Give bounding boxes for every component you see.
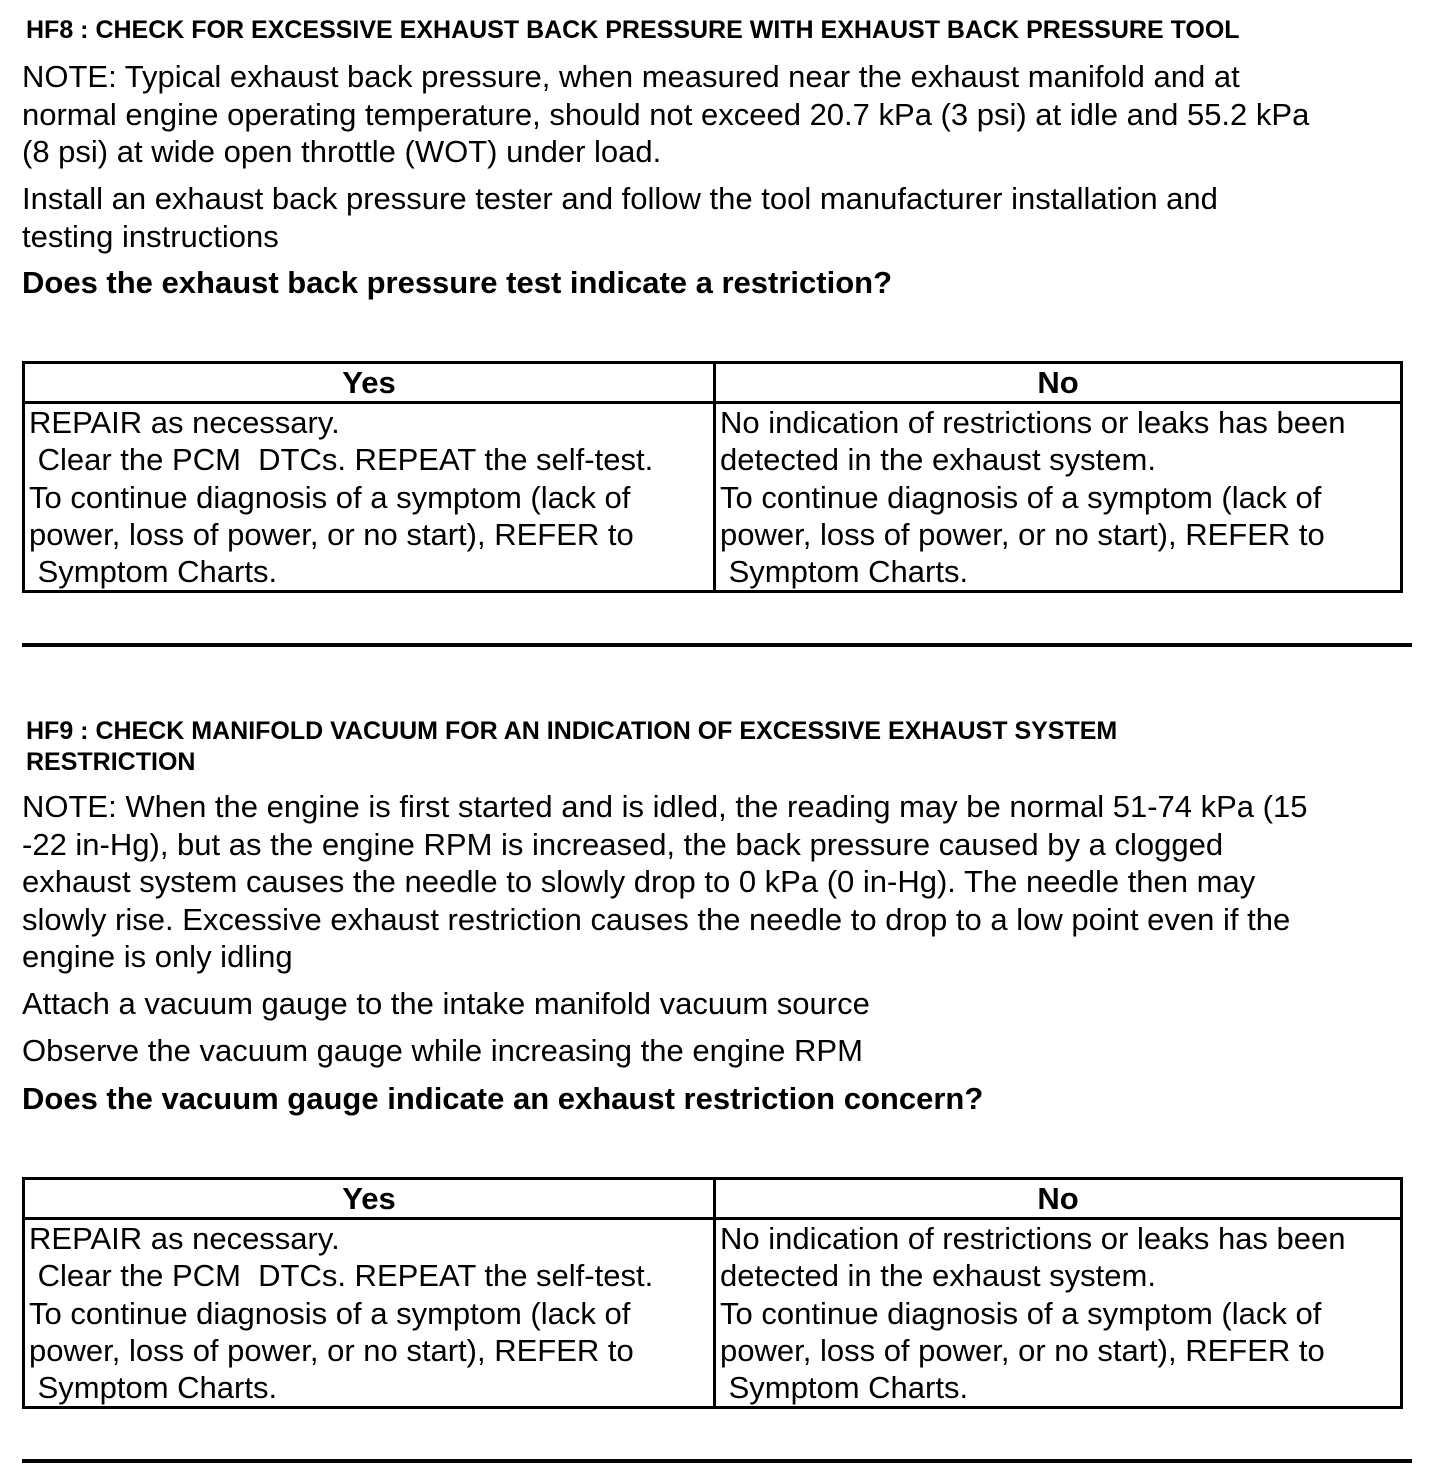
no-line: No indication of restrictions or leaks has been xyxy=(720,1221,1346,1256)
no-header: No xyxy=(715,363,1402,403)
yes-line: REPAIR as necessary. xyxy=(29,1221,340,1256)
yes-cell xyxy=(24,1219,715,1408)
hf8-note-line: normal engine operating temperature, should not exceed 20.7 kPa (3 psi) at idle and 55.2 kPa xyxy=(22,96,1310,132)
hf9-instruction-1: Attach a vacuum gauge to the intake manifold vacuum source xyxy=(22,986,870,1021)
hf9-heading xyxy=(26,716,1406,778)
yes-line: To continue diagnosis of a symptom (lack of xyxy=(29,479,631,515)
hf9-heading-line: HF9 : CHECK MANIFOLD VACUUM FOR AN INDICATION OF EXCESSIVE EXHAUST SYSTEM xyxy=(26,717,1118,745)
hf9-question: Does the vacuum gauge indicate an exhaust restriction concern? xyxy=(22,1081,984,1116)
hf8-question: Does the exhaust back pressure test indicate a restriction? xyxy=(22,265,893,300)
yes-line: Symptom Charts. xyxy=(29,554,278,590)
hf9-instruction-2: Observe the vacuum gauge while increasing the engine RPM xyxy=(22,1033,863,1068)
yes-line: power, loss of power, or no start), REFER to xyxy=(29,1332,634,1368)
hf8-heading: HF8 : CHECK FOR EXCESSIVE EXHAUST BACK PRESSURE WITH EXHAUST BACK PRESSURE TOOL xyxy=(26,16,1240,44)
no-header: No xyxy=(715,1179,1402,1219)
yes-line: power, loss of power, or no start), REFER to xyxy=(29,516,634,552)
no-line: Symptom Charts. xyxy=(720,554,969,590)
no-line: detected in the exhaust system. xyxy=(720,1258,1156,1294)
no-cell xyxy=(715,1219,1402,1408)
no-line: To continue diagnosis of a symptom (lack of xyxy=(720,1295,1322,1331)
no-line: detected in the exhaust system. xyxy=(720,442,1156,478)
section-divider xyxy=(22,1459,1412,1463)
yes-line: Clear the PCM DTCs. REPEAT the self-test. xyxy=(29,1258,654,1294)
no-line: power, loss of power, or no start), REFER to xyxy=(720,1332,1325,1368)
no-line: power, loss of power, or no start), REFER to xyxy=(720,516,1325,552)
hf9-note-line: NOTE: When the engine is first started and is idled, the reading may be normal 51-74 kPa (15 xyxy=(22,789,1308,824)
hf9-decision-table xyxy=(22,1177,1403,1409)
hf8-instruction-line: testing instructions xyxy=(22,218,279,254)
hf8-note-line: (8 psi) at wide open throttle (WOT) under load. xyxy=(22,134,662,169)
no-line: Symptom Charts. xyxy=(720,1370,969,1406)
hf9-note-line: exhaust system causes the needle to slowly drop to 0 kPa (0 in-Hg). The needle then may xyxy=(22,864,1256,899)
yes-line: To continue diagnosis of a symptom (lack of xyxy=(29,1295,631,1331)
hf9-note xyxy=(22,788,1414,976)
hf8-instruction-line: Install an exhaust back pressure tester and follow the tool manufacturer installation and xyxy=(22,181,1218,216)
table-header-row xyxy=(24,1179,1402,1219)
yes-line: REPAIR as necessary. xyxy=(29,405,340,440)
hf9-note-line: engine is only idling xyxy=(22,939,293,974)
hf9-section xyxy=(22,0,1414,1470)
hf9-note-line: -22 in-Hg), but as the engine RPM is increased, the back pressure caused by a clogged xyxy=(22,826,1224,862)
yes-line: Symptom Charts. xyxy=(29,1370,278,1406)
no-line: No indication of restrictions or leaks has been xyxy=(720,405,1346,440)
hf9-heading-line: RESTRICTION xyxy=(26,748,196,776)
hf8-note-line: NOTE: Typical exhaust back pressure, when measured near the exhaust manifold and at xyxy=(22,59,1240,94)
hf9-note-line: slowly rise. Excessive exhaust restriction causes the needle to drop to a low point even if the xyxy=(22,901,1291,937)
table-row xyxy=(24,1219,1402,1408)
yes-header: Yes xyxy=(24,1179,715,1219)
yes-line: Clear the PCM DTCs. REPEAT the self-test. xyxy=(29,442,654,478)
yes-header: Yes xyxy=(24,363,715,403)
no-line: To continue diagnosis of a symptom (lack of xyxy=(720,479,1322,515)
